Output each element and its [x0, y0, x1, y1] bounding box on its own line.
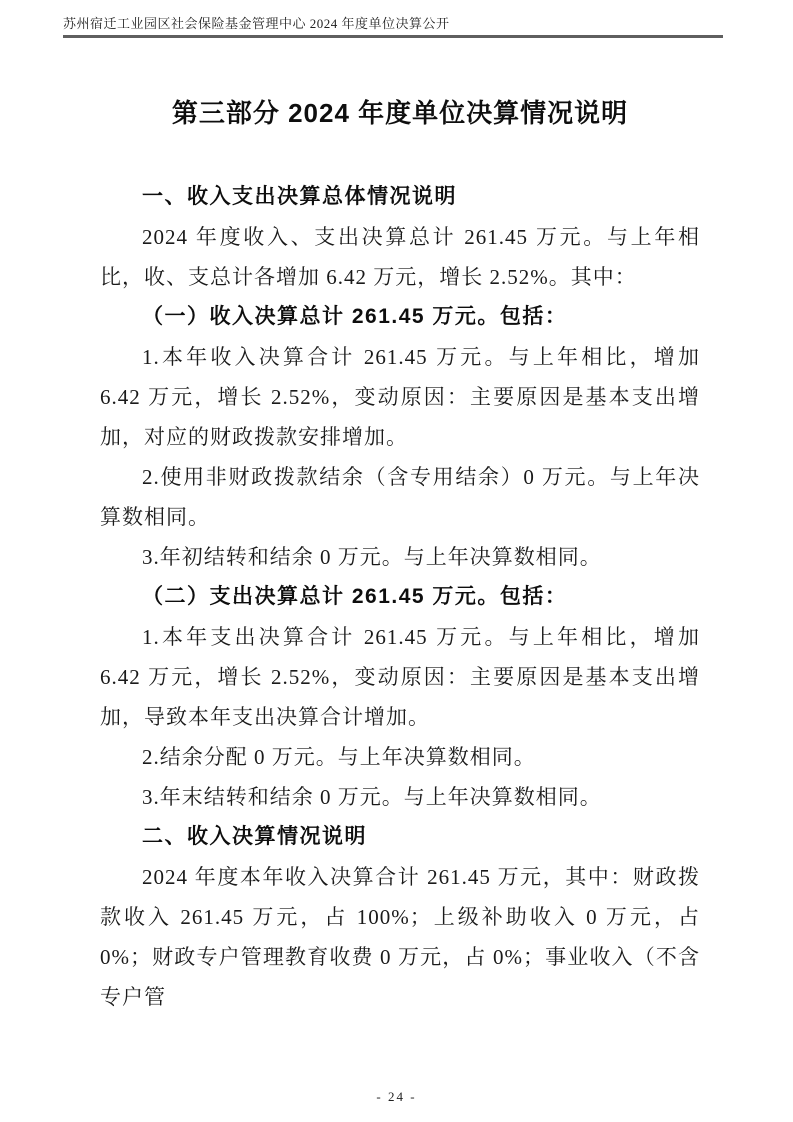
page-header: [63, 13, 723, 38]
paragraph-expenditure-item-1: 1.本年支出决算合计 261.45 万元。与上年相比，增加 6.42 万元，增长 2.52%，变动原因：主要原因是基本支出增加，导致本年支出决算合计增加。: [100, 625, 700, 729]
sub-heading-expenditure-total: （二）支出决算总计 261.45 万元。包括：: [142, 585, 568, 608]
paragraph-income-item-1: 1.本年收入决算合计 261.45 万元。与上年相比，增加 6.42 万元，增长 2.52%，变动原因：主要原因是基本支出增加，对应的财政拨款安排增加。: [100, 345, 700, 449]
paragraph-overview-totals: 2024 年度收入、支出决算总计 261.45 万元。与上年相比，收、支总计各增加 6.42 万元，增长 2.52%。其中：: [100, 225, 700, 289]
paragraph-expenditure-item-3: 3.年末结转和结余 0 万元。与上年决算数相同。: [142, 785, 602, 809]
paragraph-expenditure-item-2: 2.结余分配 0 万元。与上年决算数相同。: [142, 745, 536, 769]
section-heading-income-details: 二、收入决算情况说明: [142, 825, 367, 848]
document-content: [100, 96, 700, 1017]
header-rule: [63, 35, 723, 38]
paragraph-income-item-3: 3.年初结转和结余 0 万元。与上年决算数相同。: [142, 545, 602, 569]
sub-heading-income-total: （一）收入决算总计 261.45 万元。包括：: [142, 305, 568, 328]
page-number: - 24 -: [376, 1089, 417, 1104]
paragraph-income-details: 2024 年度本年收入决算合计 261.45 万元，其中：财政拨款收入 261.45 万元，占 100%；上级补助收入 0 万元，占 0%；财政专户管理教育收费 0 万元，占 0%；事业收入（不含专户管: [100, 865, 700, 1009]
section-heading-income-expenditure-overview: 一、收入支出决算总体情况说明: [142, 185, 457, 208]
paragraph-income-item-2: 2.使用非财政拨款结余（含专用结余）0 万元。与上年决算数相同。: [100, 465, 700, 529]
page-footer: [0, 1088, 793, 1106]
document-title: 第三部分 2024 年度单位决算情况说明: [171, 98, 629, 128]
header-running-title: 苏州宿迁工业园区社会保险基金管理中心 2024 年度单位决算公开: [63, 16, 450, 31]
